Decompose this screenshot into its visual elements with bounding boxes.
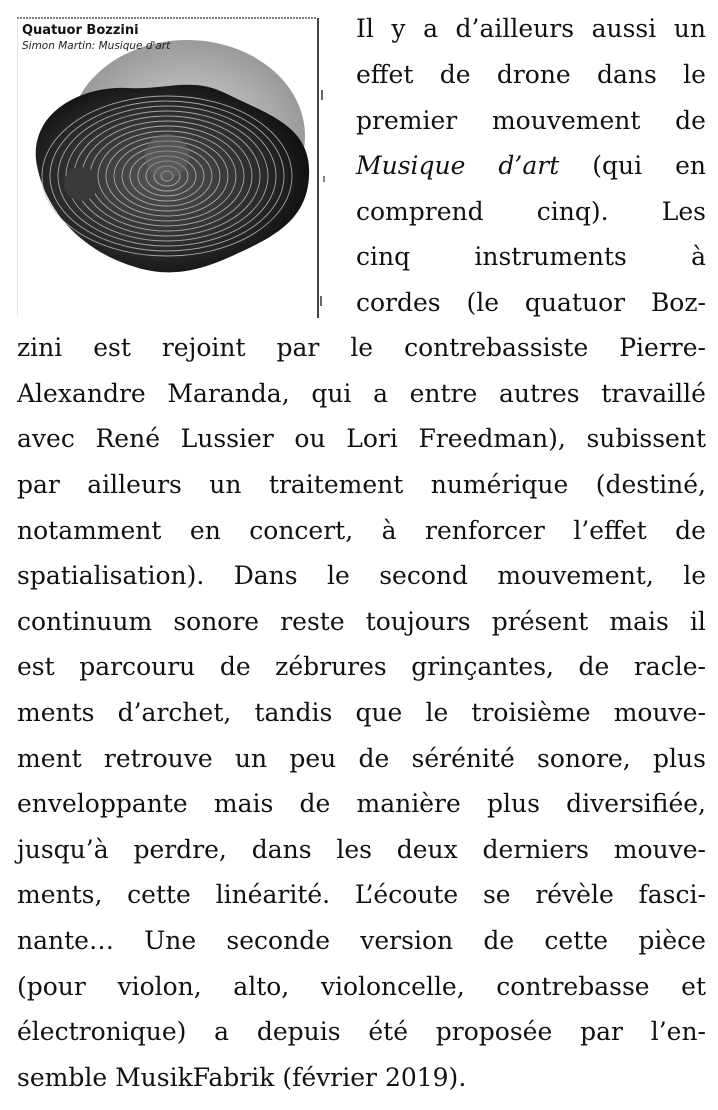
text-line: est parcouru de zébrures grinçantes, de racle- xyxy=(17,652,706,681)
text-line: continuum sonore reste toujours présent mais il xyxy=(17,607,706,636)
text-line: premier mouvement de xyxy=(356,106,706,135)
album-subtitle: Simon Martin: Musique d'art xyxy=(22,40,171,52)
text-line: enveloppante mais de manière plus diversifiée, xyxy=(17,789,706,818)
text-line: ment retrouve un peu de sérénité sonore, plus xyxy=(17,744,706,773)
text-line: effet de drone dans le xyxy=(356,60,706,89)
text-line: (pour violon, alto, violoncelle, contrebasse et xyxy=(17,972,706,1001)
album-cover xyxy=(17,16,327,320)
text-line: nante… Une seconde version de cette pièce xyxy=(17,926,706,955)
text-line: notamment en concert, à renforcer l’effet de xyxy=(17,516,706,545)
album-artist: Quatuor Bozzini xyxy=(22,23,139,38)
text-line: ments, cette linéarité. L’écoute se révèle fasci- xyxy=(17,880,706,909)
text-line: Il y a d’ailleurs aussi un xyxy=(356,14,706,43)
text-line-last: semble MusikFabrik (février 2019). xyxy=(17,1063,467,1092)
text-line: cinq instruments à xyxy=(356,242,706,271)
text-line: par ailleurs un traitement numérique (destiné, xyxy=(17,470,706,499)
text-line: zini est rejoint par le contrebassiste Pierre- xyxy=(17,333,706,362)
text-line: spatialisation). Dans le second mouvement, le xyxy=(17,561,706,590)
album-cover-art-icon xyxy=(17,16,327,320)
text-line: Musique d’art (qui en xyxy=(356,151,706,180)
text-line: Alexandre Maranda, qui a entre autres travaillé xyxy=(17,379,706,408)
text-line: comprend cinq). Les xyxy=(356,197,706,226)
text-line: électronique) a depuis été proposée par l’en- xyxy=(17,1017,706,1046)
text-line: ments d’archet, tandis que le troisième mouve- xyxy=(17,698,706,727)
text-line: avec René Lussier ou Lori Freedman), subissent xyxy=(17,424,706,453)
text-line: cordes (le quatuor Boz- xyxy=(356,288,706,317)
text-line: jusqu’à perdre, dans les deux derniers mouve- xyxy=(17,835,706,864)
